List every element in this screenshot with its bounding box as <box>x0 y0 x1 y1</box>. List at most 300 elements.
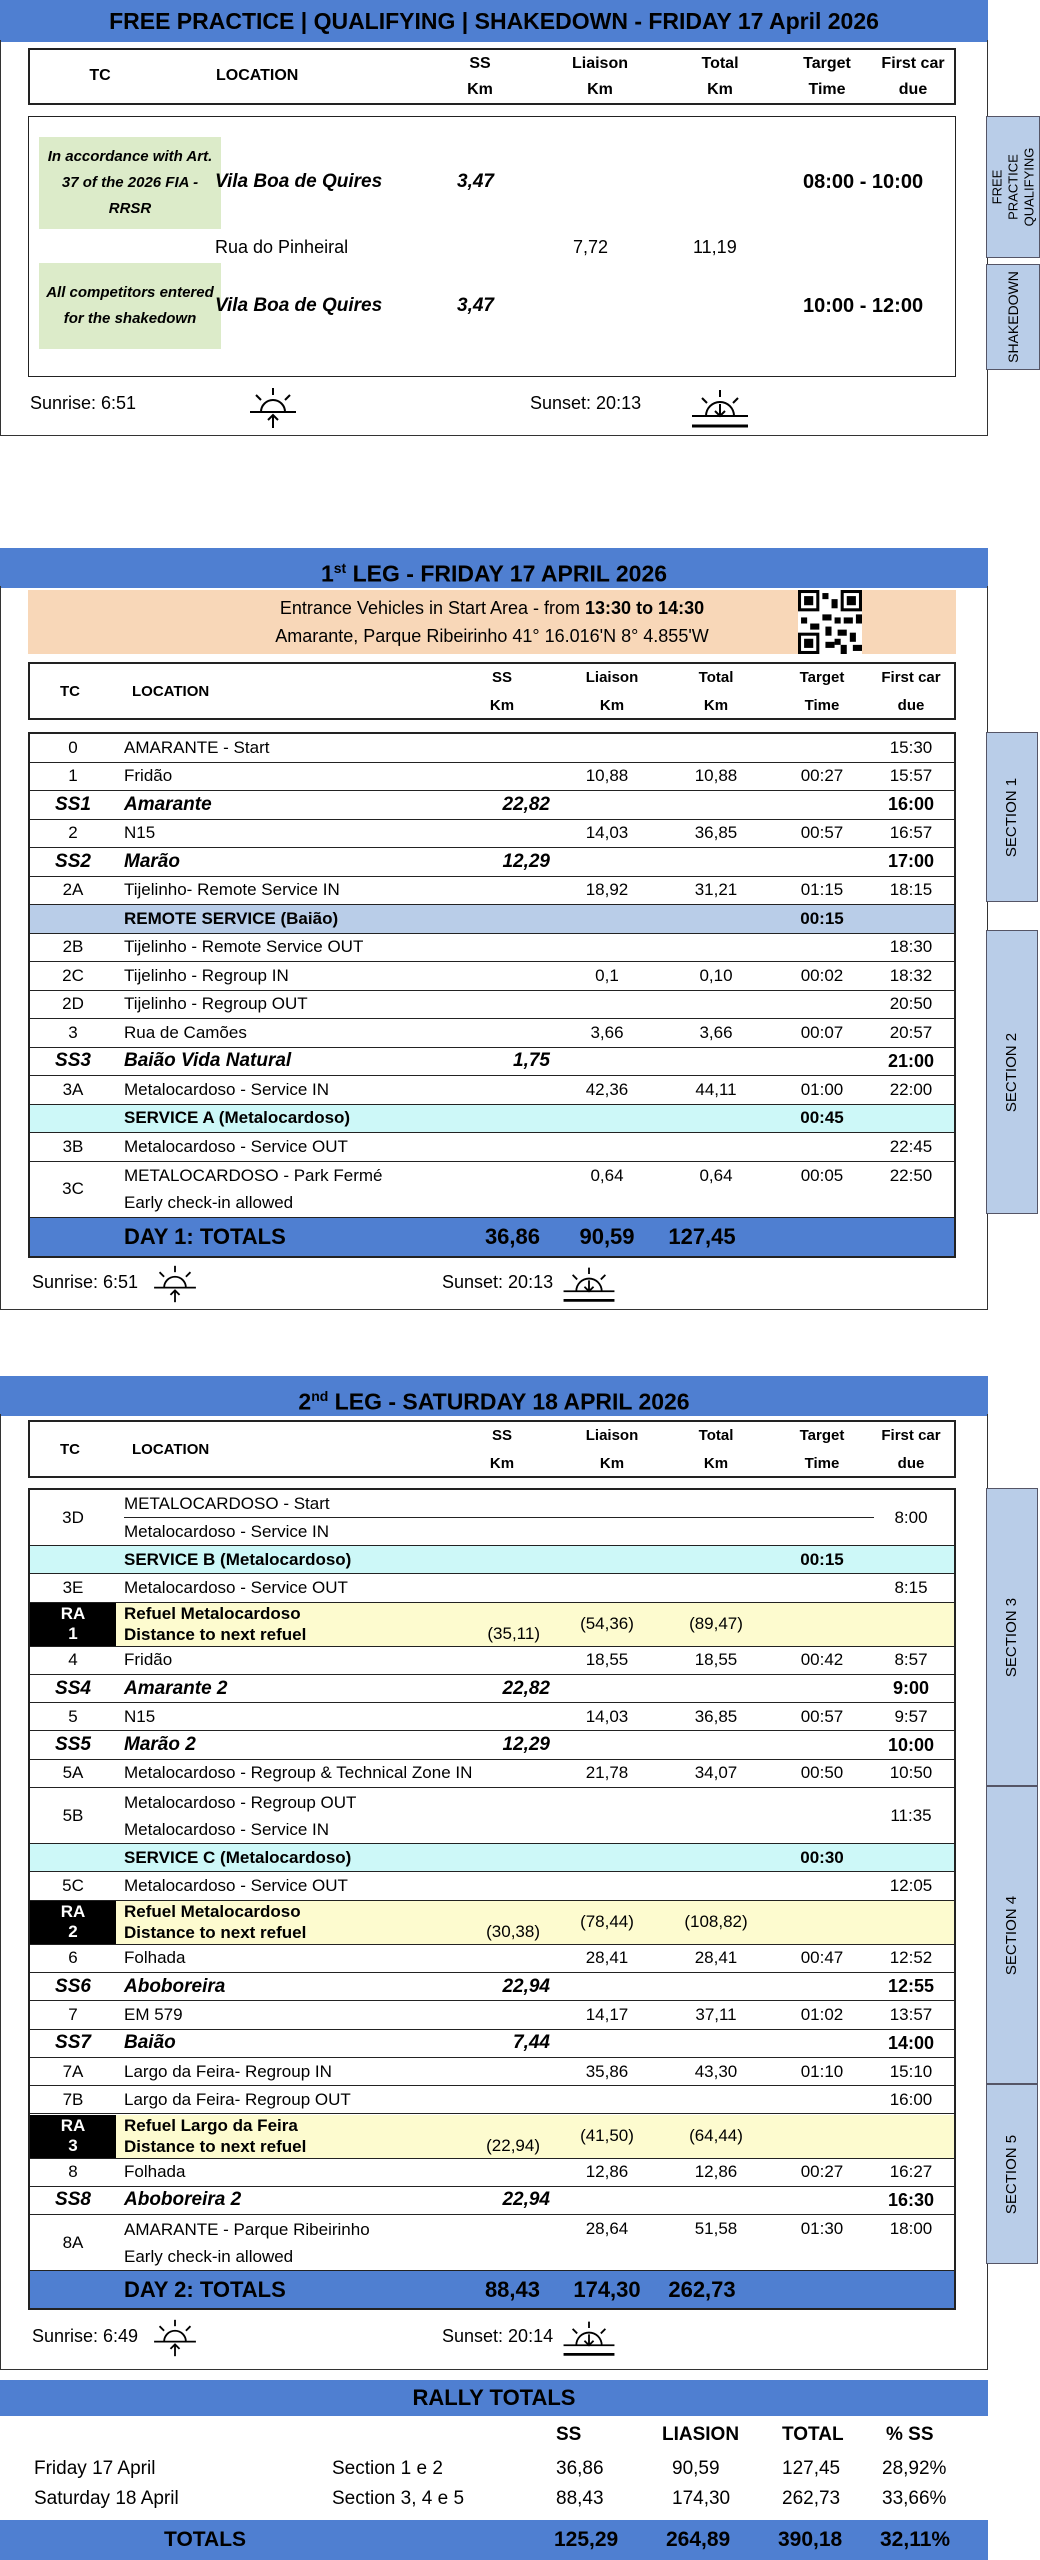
location-cell: Metalocardoso - Service OUT <box>124 1876 348 1896</box>
refuel-total-cell: (89,47) <box>689 1614 743 1634</box>
rally-totals-pct: 32,11% <box>880 2528 951 2551</box>
liaison-km-cell <box>552 1105 662 1133</box>
leg2-section-5-tab[interactable]: SECTION 5 <box>986 2084 1038 2264</box>
first-car-due-cell <box>866 1105 956 1133</box>
location-cell: Tijelinho - Remote Service OUT <box>124 937 364 957</box>
table-row <box>30 2159 954 2187</box>
ss-km-cell <box>460 934 550 962</box>
liaison-km-cell <box>552 1048 662 1076</box>
target-time-cell <box>782 991 862 1019</box>
leg2-h-ss1: SS <box>491 1427 512 1444</box>
target-time-cell <box>782 2187 862 2214</box>
location-line-2: Distance to next refuel <box>124 1625 307 1645</box>
liaison-km-cell <box>552 734 662 762</box>
location-cell: Fridão <box>124 766 173 786</box>
refuel-tc-cell <box>30 1901 116 1944</box>
ss-km-cell: 22,94 <box>502 1975 550 1997</box>
tc-cell <box>30 905 116 933</box>
rally-h-li: LIASION <box>662 2424 740 2445</box>
refuel-tc-number: 2 <box>68 1922 78 1942</box>
table-row <box>30 1732 954 1760</box>
first-car-due-cell: 22:00 <box>889 1079 933 1099</box>
location-cell <box>124 1603 306 1646</box>
table-row <box>30 763 954 792</box>
location-cell: SERVICE C (Metalocardoso) <box>124 1847 352 1867</box>
leg1-h-fc2: due <box>897 697 925 714</box>
total-km-cell <box>676 1973 756 2000</box>
first-car-due-cell: 16:00 <box>887 794 935 815</box>
table-row-park-ferme <box>30 1162 954 1218</box>
total-km-cell <box>676 1732 756 1759</box>
first-car-due-cell: 15:57 <box>889 766 933 786</box>
location-cell <box>124 1490 874 1545</box>
refuel-ss-cell: (30,38) <box>486 1921 540 1941</box>
table-row <box>30 1945 954 1973</box>
table-row <box>30 962 954 991</box>
location-cell: N15 <box>124 823 156 843</box>
totals-liaison: 90,59 <box>579 1223 635 1249</box>
sunset-icon <box>560 2318 618 2358</box>
sunrise-icon <box>150 2318 200 2358</box>
location-cell: Baião Vida Natural <box>124 1050 292 1072</box>
refuel-row <box>30 1603 954 1647</box>
table-row <box>30 1647 954 1675</box>
tc-cell: 7A <box>62 2061 84 2081</box>
leg2-h-to2: Km <box>703 1455 729 1472</box>
liaison-km-cell <box>552 934 662 962</box>
fp-row3-time: 10:00 - 12:00 <box>803 295 924 317</box>
total-km-cell <box>676 734 756 762</box>
location-cell: Folhada <box>124 2162 186 2182</box>
rally-row2-sec: Section 3, 4 e 5 <box>332 2488 465 2509</box>
first-car-due-cell: 8:00 <box>894 1507 928 1527</box>
fp-title-banner <box>0 0 988 42</box>
target-time-cell: 00:27 <box>800 2162 844 2182</box>
leg1-h-ta1: Target <box>799 669 845 686</box>
leg2-h-ta2: Time <box>804 1455 840 1472</box>
tc-cell: 1 <box>68 766 78 786</box>
totals-row <box>30 2271 954 2308</box>
totals-label: DAY 1: TOTALS <box>124 1223 286 1249</box>
ss-km-cell: 22,82 <box>502 1677 550 1699</box>
tc-cell: 3 <box>68 1022 78 1042</box>
tc-cell: 5 <box>68 1706 78 1726</box>
leg1-h-to2: Km <box>703 697 729 714</box>
liaison-km-cell <box>552 1732 662 1759</box>
leg1-h-li1: Liaison <box>585 669 639 686</box>
tc-cell: 5C <box>62 1876 84 1896</box>
leg2-header <box>28 1420 956 1478</box>
table-row <box>30 1760 954 1788</box>
ss-km-cell <box>460 2001 550 2028</box>
table-row <box>30 1675 954 1703</box>
rally-row1-li: 90,59 <box>672 2458 720 2479</box>
target-time-cell <box>782 934 862 962</box>
liaison-km-cell <box>552 791 662 819</box>
location-cell: Largo da Feira- Regroup IN <box>124 2061 332 2081</box>
ss-km-cell <box>460 905 550 933</box>
leg2-h-ss2: Km <box>489 1455 515 1472</box>
liaison-km-cell: 14,17 <box>585 2004 629 2024</box>
liaison-km-cell: 0,64 <box>590 1165 624 1185</box>
fp-row2-liaison: 7,72 <box>573 237 609 257</box>
rally-title-banner: RALLY TOTALS <box>0 2380 988 2416</box>
table-row <box>30 820 954 849</box>
sunrise-icon <box>248 386 298 430</box>
location-cell: N15 <box>124 1706 156 1726</box>
fp-title: FREE PRACTICE | QUALIFYING | SHAKEDOWN - FRIDAY 17 April 2026 <box>109 8 879 34</box>
rally-totals-ss: 125,29 <box>554 2528 619 2551</box>
ss-km-cell: 22,82 <box>502 793 550 815</box>
location-cell: Tijelinho - Regroup OUT <box>124 994 308 1014</box>
target-time-cell <box>782 848 862 876</box>
leg2-table <box>28 1488 956 2310</box>
rally-row2-day: Saturday 18 April <box>34 2488 179 2509</box>
first-car-due-cell: 10:00 <box>887 1734 935 1755</box>
ss-km-cell: 7,44 <box>513 2032 550 2054</box>
location-line-1: METALOCARDOSO - Start <box>124 1490 874 1518</box>
first-car-due-cell: 11:35 <box>890 1805 932 1825</box>
total-km-cell: 28,41 <box>694 1948 738 1968</box>
liaison-km-cell: 14,03 <box>585 823 629 843</box>
location-cell: Aboboreira 2 <box>124 2189 242 2211</box>
total-km-cell: 31,21 <box>694 880 738 900</box>
liaison-km-cell: 0,1 <box>595 965 619 985</box>
total-km-cell <box>676 991 756 1019</box>
location-cell <box>124 2215 370 2270</box>
target-time-cell: 00:05 <box>800 1165 844 1185</box>
liaison-km-cell: 10,88 <box>585 766 629 786</box>
location-cell: Fridão <box>124 1650 173 1670</box>
tc-cell: 3A <box>62 1079 84 1099</box>
rally-row1-day: Friday 17 April <box>34 2458 156 2479</box>
fp-tab-qualifying[interactable]: FREE PRACTICE QUALIFYING <box>986 116 1040 258</box>
table-row <box>30 1076 954 1105</box>
rally-totals-li: 264,89 <box>666 2528 731 2551</box>
refuel-tc-cell <box>30 2115 116 2158</box>
leg1-h-tc: TC <box>60 683 80 700</box>
tc-cell: 8 <box>68 2162 78 2182</box>
total-km-cell <box>676 2030 756 2057</box>
location-line-1: Refuel Metalocardoso <box>124 1604 301 1624</box>
tc-cell: 4 <box>68 1650 78 1670</box>
fp-tab-shakedown[interactable]: SHAKEDOWN <box>986 264 1040 370</box>
leg1-sunset: Sunset: 20:13 <box>442 1272 554 1292</box>
leg2-section-3-tab[interactable]: SECTION 3 <box>986 1488 1038 1786</box>
ss-km-cell: 1,75 <box>513 1050 550 1072</box>
fp-row1-time: 08:00 - 10:00 <box>803 171 924 193</box>
target-time-cell: 00:15 <box>800 1549 844 1569</box>
ss-km-cell <box>460 2058 550 2085</box>
fp-h-tc: TC <box>89 67 111 84</box>
target-time-cell <box>782 1732 862 1759</box>
location-cell: Marão <box>124 850 180 872</box>
fp-sunset: Sunset: 20:13 <box>530 393 642 413</box>
ss-km-cell <box>460 1760 550 1787</box>
fp-note-3: All competitors entered for the shakedown <box>39 263 221 349</box>
refuel-total-cell: (108,82) <box>684 1912 748 1932</box>
total-km-cell: 37,11 <box>695 2004 737 2024</box>
fp-h-li1: Liaison <box>571 55 628 72</box>
leg2-h-li2: Km <box>599 1455 625 1472</box>
location-cell: Tijelinho - Regroup IN <box>124 965 289 985</box>
fp-h-ss2: Km <box>467 81 493 98</box>
ss-km-cell <box>460 1105 550 1133</box>
tc-cell: 0 <box>68 737 78 757</box>
target-time-cell: 01:02 <box>800 2004 844 2024</box>
refuel-tc-label: RA <box>60 1902 86 1922</box>
tc-cell: SS6 <box>55 1975 91 1997</box>
total-km-cell: 3,66 <box>699 1022 733 1042</box>
target-time-cell <box>782 734 862 762</box>
table-row <box>30 1019 954 1048</box>
table-row <box>30 2187 954 2215</box>
first-car-due-cell: 22:45 <box>889 1136 933 1156</box>
liaison-km-cell <box>552 2187 662 2214</box>
tc-cell: 2C <box>62 965 84 985</box>
target-time-cell: 01:00 <box>800 1079 844 1099</box>
first-car-due-cell: 18:15 <box>889 880 933 900</box>
first-car-due-cell: 16:30 <box>887 2189 935 2210</box>
target-time-cell: 00:57 <box>800 1706 844 1726</box>
fp-h-ta2: Time <box>808 81 846 98</box>
rally-row2-li: 174,30 <box>672 2488 731 2509</box>
table-row <box>30 1973 954 2001</box>
table-row <box>30 1105 954 1134</box>
liaison-km-cell <box>552 1973 662 2000</box>
location-line-2: Metalocardoso - Service IN <box>124 1819 330 1839</box>
leg2-sunset: Sunset: 20:14 <box>442 2326 554 2346</box>
target-time-cell: 00:30 <box>800 1847 844 1867</box>
fp-h-location: LOCATION <box>216 67 299 84</box>
total-km-cell <box>676 2086 756 2113</box>
leg1-title-banner: 1st LEG - FRIDAY 17 APRIL 2026 <box>0 548 988 588</box>
first-car-due-cell: 20:50 <box>889 994 933 1014</box>
tc-cell: 3C <box>62 1179 84 1198</box>
liaison-km-cell: 14,03 <box>585 1706 629 1726</box>
refuel-liaison-cell: (78,44) <box>580 1912 634 1932</box>
table-row <box>30 905 954 934</box>
totals-liaison: 174,30 <box>573 2276 641 2302</box>
total-km-cell: 44,11 <box>695 1079 737 1099</box>
refuel-tc-number: 1 <box>68 1624 78 1644</box>
location-cell: Folhada <box>124 1948 186 1968</box>
liaison-km-cell: 28,41 <box>585 1948 629 1968</box>
target-time-cell: 01:30 <box>800 2219 844 2239</box>
rally-h-pct: % SS <box>886 2424 934 2445</box>
first-car-due-cell: 16:57 <box>889 823 933 843</box>
location-line-1: Refuel Metalocardoso <box>124 1902 301 1922</box>
liaison-km-cell <box>552 1675 662 1702</box>
first-car-due-cell: 20:57 <box>889 1022 933 1042</box>
total-km-cell <box>676 848 756 876</box>
ss-km-cell: 12,29 <box>502 1734 550 1756</box>
qr-code-icon <box>798 590 862 654</box>
rally-row1-pct: 28,92% <box>882 2458 947 2479</box>
refuel-liaison-cell: (41,50) <box>580 2126 634 2145</box>
location-line-1: Metalocardoso - Regroup OUT <box>124 1792 357 1812</box>
target-time-cell: 00:45 <box>800 1108 844 1128</box>
target-time-cell: 00:27 <box>800 766 844 786</box>
liaison-km-cell <box>552 2030 662 2057</box>
tc-cell: SS2 <box>55 850 91 872</box>
totals-row <box>30 1218 954 1257</box>
location-cell: Tijelinho- Remote Service IN <box>124 880 340 900</box>
total-km-cell: 0,10 <box>699 965 733 985</box>
location-cell <box>124 1788 874 1843</box>
tc-cell: 2D <box>62 994 84 1014</box>
leg1-entrance-line2: Amarante, Parque Ribeirinho 41° 16.016'N 8° 4.855'W <box>275 626 709 646</box>
ss-km-cell: 22,94 <box>502 2189 550 2211</box>
target-time-cell: 00:50 <box>800 1763 844 1783</box>
leg2-title-banner: 2nd LEG - SATURDAY 18 APRIL 2026 <box>0 1376 988 1416</box>
location-cell: Metalocardoso - Service OUT <box>124 1136 348 1156</box>
liaison-km-cell: 18,92 <box>585 880 629 900</box>
total-km-cell: 43,30 <box>694 2061 738 2081</box>
fp-h-fc2: due <box>898 81 928 98</box>
fp-row2-location: Rua do Pinheiral <box>215 237 349 257</box>
first-car-due-cell: 16:00 <box>889 2089 933 2109</box>
location-line-1: METALOCARDOSO - Park Fermé <box>124 1166 383 1185</box>
tc-cell: 2 <box>68 823 78 843</box>
tc-cell: SS8 <box>55 2189 91 2211</box>
table-row-finish <box>30 2215 954 2271</box>
rally-row2-ss: 88,43 <box>556 2488 604 2509</box>
target-time-cell: 01:15 <box>800 880 844 900</box>
leg1-h-ss2: Km <box>489 697 515 714</box>
tc-cell: SS1 <box>55 793 91 815</box>
leg2-h-location: LOCATION <box>132 1441 210 1458</box>
location-cell: Metalocardoso - Regroup & Technical Zone IN <box>124 1763 473 1783</box>
location-cell <box>124 1162 383 1217</box>
tc-cell: 3E <box>62 1577 84 1597</box>
table-row <box>30 1048 954 1077</box>
ss-km-cell: 12,29 <box>502 850 550 872</box>
table-row <box>30 734 954 763</box>
table-row <box>30 991 954 1020</box>
target-time-cell <box>782 2030 862 2057</box>
location-line-2: Metalocardoso - Service IN <box>124 1522 330 1541</box>
tc-cell: 6 <box>68 1948 78 1968</box>
ss-km-cell <box>460 1703 550 1730</box>
tc-cell: 7 <box>68 2004 78 2024</box>
table-row <box>30 2058 954 2086</box>
fp-table <box>28 116 956 377</box>
total-km-cell: 10,88 <box>694 766 738 786</box>
table-row <box>30 877 954 906</box>
location-cell: Metalocardoso - Service IN <box>124 1079 330 1099</box>
first-car-due-cell <box>866 905 956 933</box>
leg2-h-li1: Liaison <box>585 1427 639 1444</box>
totals-total: 262,73 <box>668 2276 736 2302</box>
location-cell: Largo da Feira- Regroup OUT <box>124 2089 351 2109</box>
tc-cell: SS4 <box>55 1677 91 1699</box>
liaison-km-cell <box>552 905 662 933</box>
first-car-due-cell: 10:50 <box>889 1763 933 1783</box>
rally-row1-ss: 36,86 <box>556 2458 604 2479</box>
location-cell: Amarante <box>124 793 212 815</box>
table-row <box>30 2001 954 2029</box>
rally-totals-to: 390,18 <box>778 2528 843 2551</box>
liaison-km-cell: 12,86 <box>585 2162 629 2182</box>
target-time-cell: 00:15 <box>800 908 844 928</box>
leg1-section-1-tab[interactable]: SECTION 1 <box>986 732 1038 902</box>
location-cell: Rua de Camões <box>124 1022 247 1042</box>
leg1-table <box>28 732 956 1258</box>
total-km-cell <box>676 791 756 819</box>
leg1-h-ta2: Time <box>804 697 840 714</box>
totals-label: DAY 2: TOTALS <box>124 2276 286 2302</box>
leg1-sunrise: Sunrise: 6:51 <box>32 1272 139 1292</box>
first-car-due-cell: 13:57 <box>889 2004 933 2024</box>
refuel-liaison-cell: (54,36) <box>580 1614 634 1634</box>
leg2-section-4-tab[interactable]: SECTION 4 <box>986 1786 1038 2084</box>
target-time-cell <box>782 2086 862 2113</box>
location-cell: Aboboreira <box>124 1975 226 1997</box>
target-time-cell: 00:07 <box>800 1022 844 1042</box>
fp-row3-ss: 3,47 <box>457 295 494 316</box>
totals-total: 127,45 <box>668 1223 736 1249</box>
location-cell: Marão 2 <box>124 1734 196 1756</box>
liaison-km-cell <box>552 991 662 1019</box>
location-cell: EM 579 <box>124 2004 183 2024</box>
leg2-h-fc2: due <box>897 1455 925 1472</box>
ss-km-cell <box>460 1647 550 1674</box>
fp-header <box>28 48 956 105</box>
table-row <box>30 934 954 963</box>
table-row-start <box>30 1490 954 1546</box>
target-time-cell <box>782 1133 862 1161</box>
location-line-2: Distance to next refuel <box>124 2137 307 2156</box>
first-car-due-cell: 9:57 <box>894 1706 928 1726</box>
target-time-cell <box>782 791 862 819</box>
tc-cell: SS7 <box>55 2032 91 2054</box>
sunrise-icon <box>150 1264 200 1304</box>
total-km-cell: 36,85 <box>694 1706 738 1726</box>
leg2-h-to1: Total <box>698 1427 734 1444</box>
table-row <box>30 2086 954 2114</box>
tc-cell <box>30 1105 116 1133</box>
first-car-due-cell: 16:27 <box>889 2162 933 2182</box>
table-row <box>30 1133 954 1162</box>
leg1-section-2-tab[interactable]: SECTION 2 <box>986 930 1038 1214</box>
rally-row2-pct: 33,66% <box>882 2488 947 2509</box>
first-car-due-cell: 12:55 <box>887 1976 935 1997</box>
target-time-cell <box>782 1675 862 1702</box>
first-car-due-cell: 15:10 <box>889 2061 933 2081</box>
table-row <box>30 1574 954 1602</box>
rally-h-ss: SS <box>556 2424 582 2445</box>
target-time-cell: 00:57 <box>800 823 844 843</box>
target-time-cell: 01:10 <box>800 2061 844 2081</box>
leg2-h-tc: TC <box>60 1441 80 1458</box>
leg2-h-fc1: First car <box>881 1427 941 1444</box>
leg1-h-location: LOCATION <box>132 683 210 700</box>
tc-cell: 5B <box>62 1805 84 1825</box>
leg1-header <box>28 662 956 720</box>
totals-ss: 36,86 <box>484 1223 540 1249</box>
rally-row1-to: 127,45 <box>782 2458 841 2479</box>
location-cell: Amarante 2 <box>124 1677 228 1699</box>
fp-row3-location: Vila Boa de Quires <box>215 295 383 316</box>
liaison-km-cell: 42,36 <box>585 1079 629 1099</box>
refuel-tc-number: 3 <box>68 2136 78 2155</box>
liaison-km-cell: 18,55 <box>585 1650 629 1670</box>
fp-h-fc1: First car <box>881 55 945 72</box>
total-km-cell: 12,86 <box>694 2162 738 2182</box>
liaison-km-cell: 21,78 <box>585 1763 629 1783</box>
total-km-cell <box>676 1105 756 1133</box>
